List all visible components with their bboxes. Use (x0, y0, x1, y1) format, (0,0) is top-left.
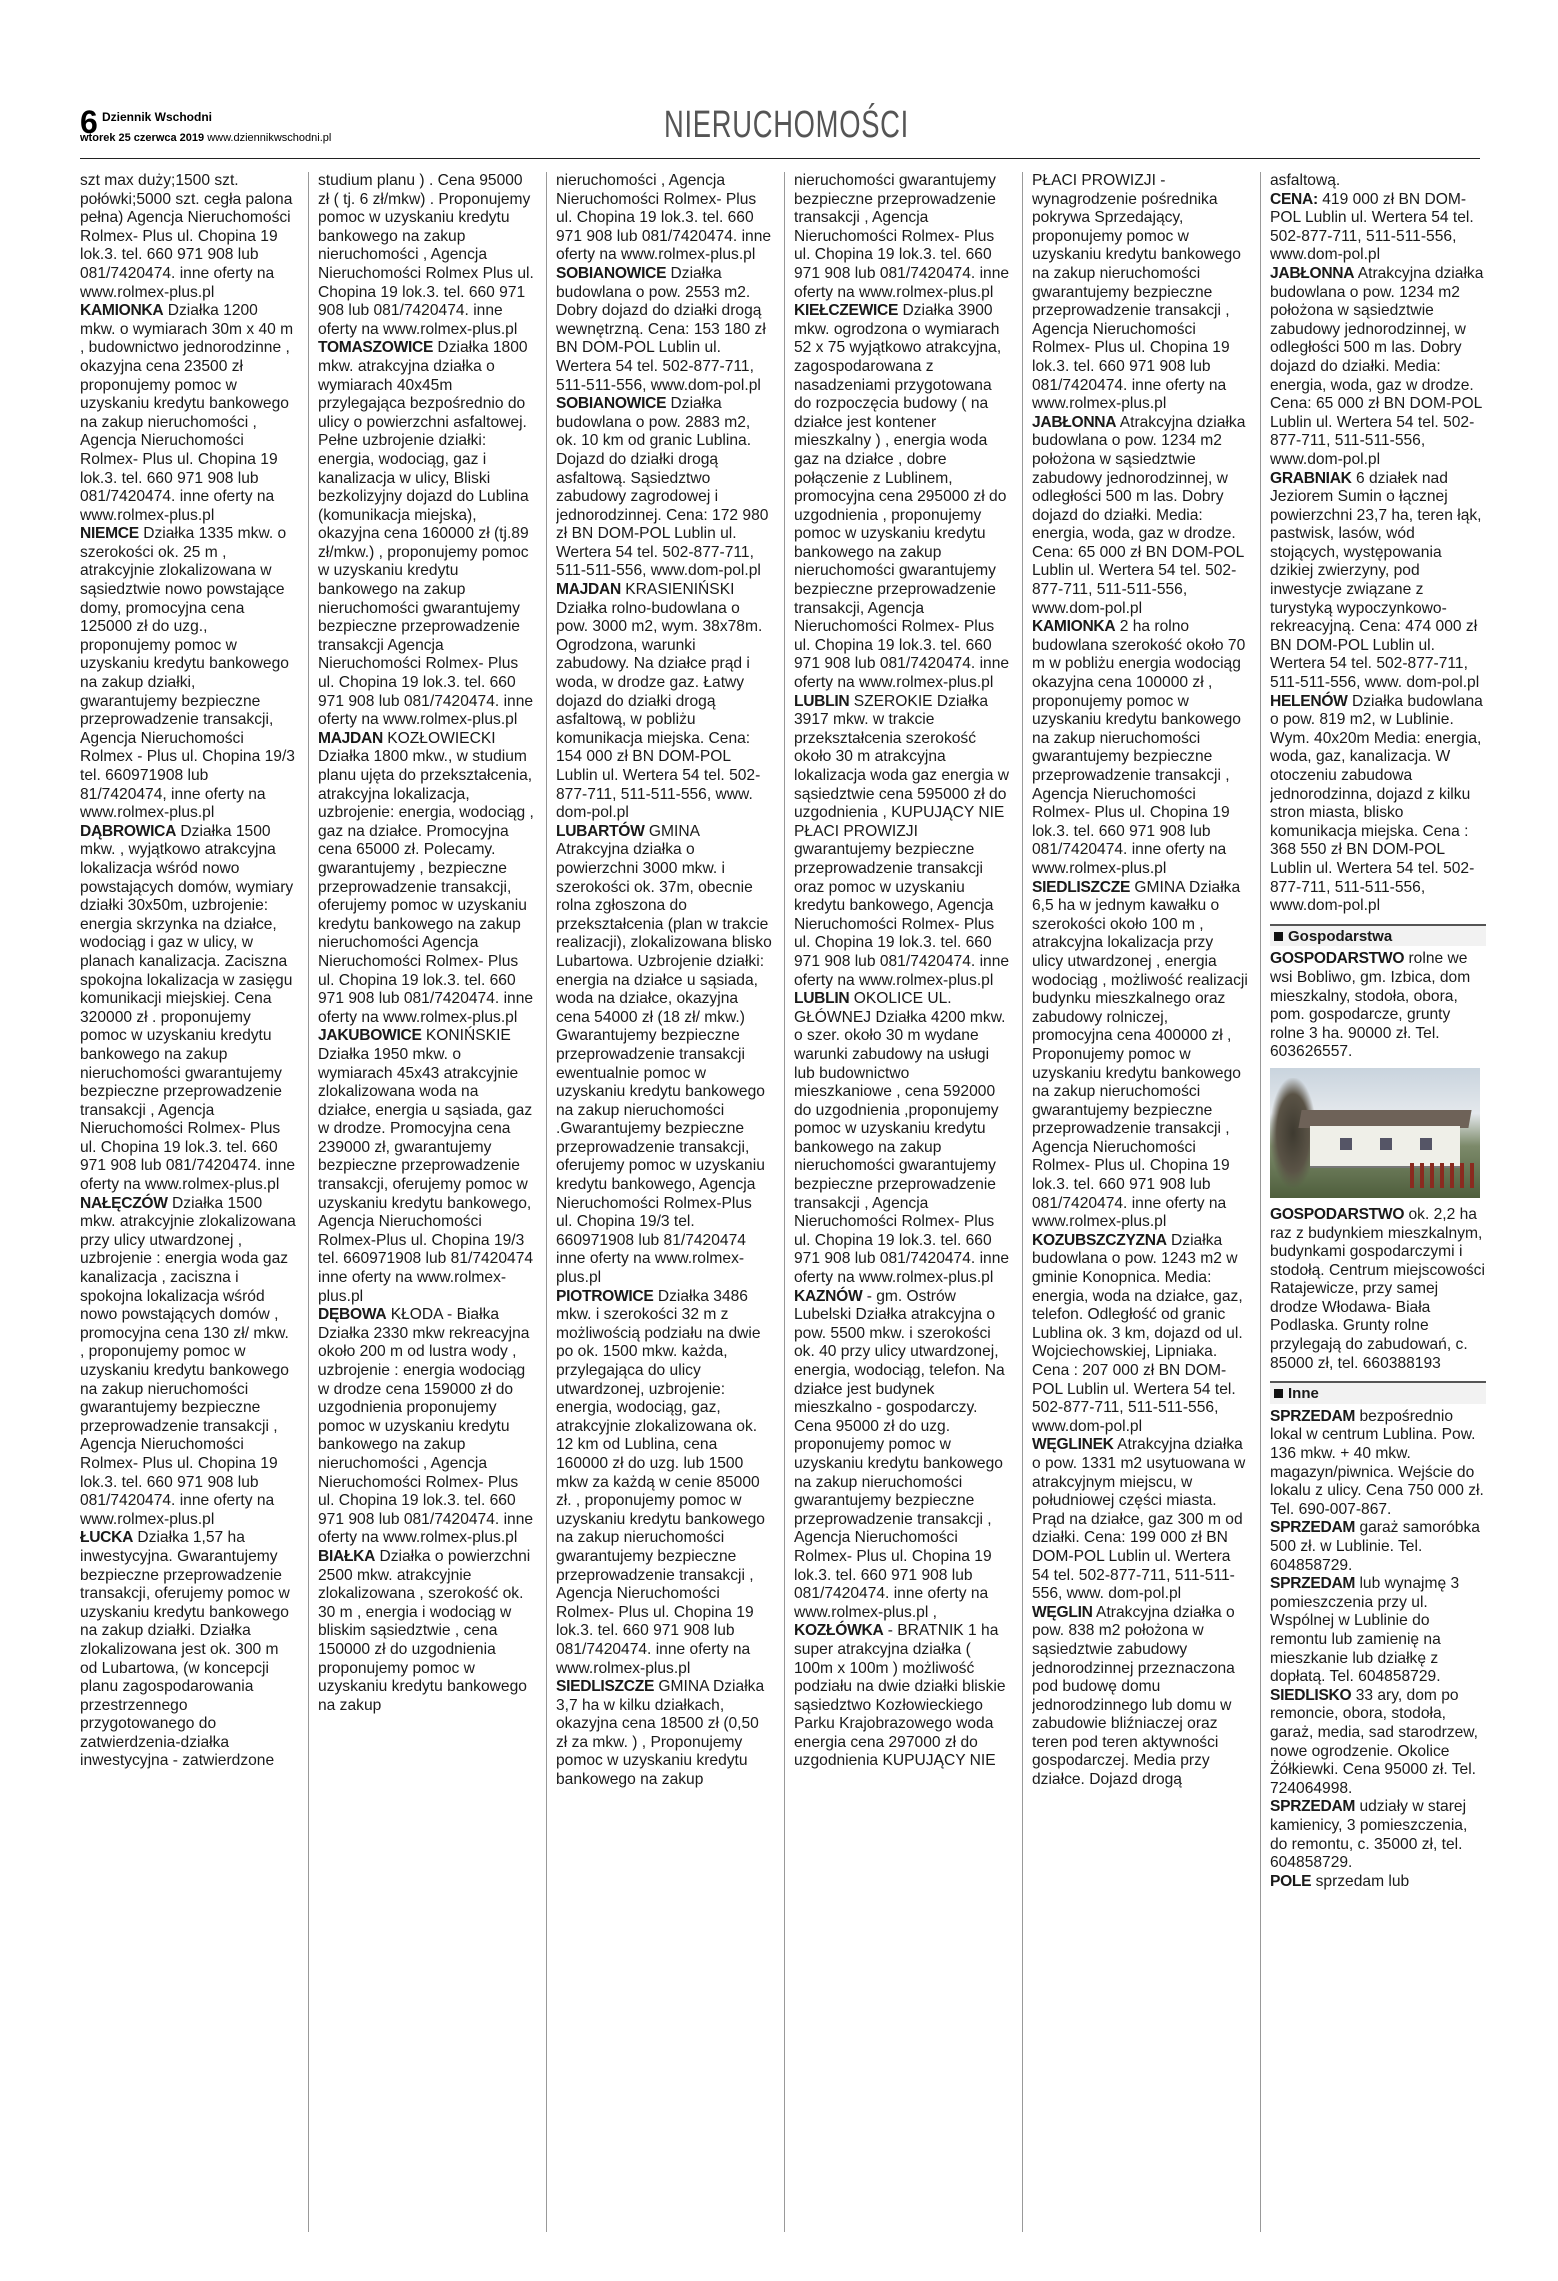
ad-headline: NAŁĘCZÓW (80, 1194, 168, 1212)
ad-body: GMINA Atrakcyjna działka o powierzchni 3000 mkw. i szerokości ok. 37m, obecnie rolna zgłoszona do przekształcenia (plan w trakcie realizacji), zlokalizowana blisko Lubartowa. Uzbrojenie działki: energia na działce u sąsiada, woda na działce, okazyjna cena 54000 zł (18 zł/ mkw.) Gwarantujemy bezpieczne przeprowadzenie transakcji ewentualnie pomoc w uzyskaniu kredytu bankowego na zakup nieruchomości .Gwarantujemy bezpieczne przeprowadzenie transakcji, oferujemy pomoc w uzyskaniu kredytu bankowego, Agencja Nieruchomości Rolmex-Plus ul. Chopina 19/3 tel. 660971908 lub 81/7420474 inne oferty na www.rolmex-plus.pl (556, 822, 772, 1287)
classified-ad (1032, 618, 1248, 878)
classified-ad (80, 172, 296, 302)
ad-headline: SOBIANOWICE (556, 395, 667, 413)
column-6 (1270, 172, 1486, 2232)
classified-ad (80, 1529, 296, 1771)
column-2 (318, 172, 534, 2232)
ad-headline: SIEDLISZCZE (1032, 878, 1131, 896)
section-header-farms: Gospodarstwa (1270, 924, 1486, 947)
ad-headline: DĄBROWICA (80, 822, 177, 840)
column-divider (1022, 172, 1023, 2232)
classified-columns (80, 172, 1485, 2232)
classified-ad (556, 395, 772, 581)
ad-body: Działka 1800 mkw. atrakcyjna działka o wymiarach 40x45m przylegająca bezpośrednio do ulicy o powierzchni asfaltowej. Pełne uzbrojenie działki: energia, wodociąg, gaz i kanalizacja w ulicy, Bliski bezkolizyjny dojazd do Lublina (komunikacja miejska), okazyjna cena 160000 zł (tj.89 zł/mkw.) , proponujemy pomoc w uzyskaniu kredytu bankowego na zakup nieruchomości gwarantujemy bezpieczne przeprowadzenie transakcji Agencja Nieruchomości Rolmex- Plus ul. Chopina 19 lok.3. tel. 660 971 908 lub 081/7420474. inne oferty na www.rolmex-plus.pl (318, 339, 534, 729)
classified-ad (1270, 1408, 1486, 1520)
ad-body: Działka 1,57 ha inwestycyjna. Gwarantujemy bezpieczne przeprowadzenie transakcji, oferujemy pomoc w uzyskaniu kredytu bankowego na zakup działki. Działka zlokalizowana jest ok. 300 m od Lubartowa, (w koncepcji planu zagospodarowania przestrzennego przygotowanego do zatwierdzenia-działka inwestycyjna - zatwierdzone (80, 1529, 290, 1770)
classified-ad (794, 1288, 1010, 1623)
classified-ad (80, 302, 296, 525)
ad-body: udziały w starej kamienicy, 3 pomieszczenia, do remontu, c. 35000 zł, tel. 604858729. (1270, 1798, 1468, 1872)
classified-ad (1270, 172, 1486, 191)
classified-ad (318, 1027, 534, 1306)
ad-headline: KAMIONKA (1032, 618, 1116, 636)
ad-body: Działka budowlana o pow. 2883 m2, ok. 10 km od granic Lublina. Dojazd do działki drogą asfaltową. Sąsiedztwo zabudowy zagrodowej i jednorodzinnej. Cena: 172 980 zł BN DOM-POL Lublin ul. Wertera 54 tel. 502-877-711, 511-511-556, www.dom-pol.pl (556, 395, 769, 580)
classified-ad (794, 990, 1010, 1288)
ad-headline: SPRZEDAM (1270, 1798, 1356, 1816)
ad-headline: PIOTROWICE (556, 1287, 654, 1305)
ad-headline: HELENÓW (1270, 692, 1348, 710)
ad-headline: LUBLIN (794, 692, 850, 710)
classified-ad (1270, 1206, 1486, 1373)
ad-body: - BRATNIK 1 ha super atrakcyjna działka ( 100m x 100m ) możliwość podziału na dwie działki bliskie sąsiedztwo Kozłowieckiego Parku Krajobrazowego woda energia cena 297000 zł do uzgodnienia KUPUJĄCY NIE (794, 1622, 1006, 1770)
column-divider (784, 172, 785, 2232)
ad-headline: KOZŁÓWKA (794, 1622, 884, 1640)
classified-ad (318, 730, 534, 1028)
section-title: NIERUCHOMOŚCI (664, 104, 909, 146)
column-divider (1260, 172, 1261, 2232)
ad-headline: SPRZEDAM (1270, 1575, 1356, 1593)
classified-ad (556, 823, 772, 1288)
ad-headline: WĘGLIN (1032, 1603, 1093, 1621)
classified-ad (794, 1622, 1010, 1771)
classified-ad (1270, 950, 1486, 1062)
classified-ad (1270, 265, 1486, 470)
classified-ad (1270, 1798, 1486, 1872)
ad-body: Działka 1500 mkw. , wyjątkowo atrakcyjna lokalizacja wśród nowo powstających domów, wymiary działki 30x50m, uzbrojenie: energia skrzynka na działce, wodociąg i gaz w ulicy, w planach kanalizacja. Zaciszna spokojna lokalizacja w zasięgu komunikacji miejskiej. Cena 320000 zł . proponujemy pomoc w uzyskaniu kredytu bankowego na zakup nieruchomości gwarantujemy bezpieczne przeprowadzenie transakcji , Agencja Nieruchomości Rolmex- Plus ul. Chopina 19 lok.3. tel. 660 971 908 lub 081/7420474. inne oferty na www.rolmex-plus.pl (80, 822, 296, 1194)
ad-headline: GOSPODARSTWO (1270, 1205, 1405, 1223)
column-5 (1032, 172, 1248, 2232)
ad-body: OKOLICE UL. GŁÓWNEJ Działka 4200 mkw. o szer. około 30 m wydane warunki zabudowy na usługi lub budownictwo mieszkaniowe , cena 592000 do uzgodnienia ,proponujemy pomoc w uzyskaniu kredytu bankowego na zakup nieruchomości gwarantujemy bezpieczne przeprowadzenie transakcji , Agencja Nieruchomości Rolmex- Plus ul. Chopina 19 lok.3. tel. 660 971 908 lub 081/7420474. inne oferty na www.rolmex-plus.pl (794, 990, 1010, 1287)
ad-body: sprzedam lub (1311, 1872, 1410, 1890)
classified-ad (318, 339, 534, 729)
ad-body: Działka 3900 mkw. ogrodzona o wymiarach 52 x 75 wyjątkowo atrakcyjna, zagospodarowana z nasadzeniami przygotowana do rozpoczęcia budowy ( na działce jest kontener mieszkalny ) , energia woda gaz na działce , dobre połączenie z Lublinem, promocyjna cena 295000 zł do uzgodnienia , proponujemy pomoc w uzyskaniu kredytu bankowego na zakup nieruchomości gwarantujemy bezpieczne przeprowadzenie transakcji, Agencja Nieruchomości Rolmex- Plus ul. Chopina 19 lok.3. tel. 660 971 908 lub 081/7420474. inne oferty na www.rolmex-plus.pl (794, 302, 1010, 692)
classified-ad (1032, 1232, 1248, 1437)
classified-ad (1032, 1436, 1248, 1603)
ad-body: Działka budowlana o pow. 2553 m2. Dobry dojazd do działki drogą wewnętrzną. Cena: 153 180 zł BN DOM-POL Lublin ul. Wertera 54 tel. 502-877-711, 511-511-556, www.dom-pol.pl (556, 264, 766, 394)
classified-ad (80, 823, 296, 1195)
ad-body: studium planu ) . Cena 95000 zł ( tj. 6 zł/mkw) . Proponujemy pomoc w uzyskaniu kredytu bankowego na zakup nieruchomości , Agencja Nieruchomości Rolmex Plus ul. Chopina 19 lok.3. tel. 660 971 908 lub 081/7420474. inne oferty na www.rolmex-plus.pl (318, 172, 534, 338)
ad-headline: MAJDAN (556, 581, 621, 599)
classified-ad (1270, 470, 1486, 693)
ad-body: KŁODA - Białka Działka 2330 mkw rekreacyjna około 200 m od lustra wody , uzbrojenie : energia wodociąg w drodze cena 159000 zł do uzgodnienia proponujemy pomoc w uzyskaniu kredytu bankowego na zakup nieruchomości , Agencja Nieruchomości Rolmex- Plus ul. Chopina 19 lok.3. tel. 660 971 908 lub 081/7420474. inne oferty na www.rolmex-plus.pl (318, 1306, 534, 1547)
ad-body: nieruchomości gwarantujemy bezpieczne przeprowadzenie transakcji , Agencja Nieruchomości Rolmex- Plus ul. Chopina 19 lok.3. tel. 660 971 908 lub 081/7420474. inne oferty na www.rolmex-plus.pl (794, 172, 1010, 301)
page-number: 6 (80, 104, 98, 140)
ad-headline: JABŁONNA (1032, 413, 1117, 431)
ad-body: ok. 2,2 ha raz z budynkiem mieszkalnym, budynkami gospodarczymi i stodołą. Centrum miejscowości Ratajewicze, przy samej drodze Włodawa- Biała Podlaska. Grunty rolne przylegają do zabudowań, c. 85000 zł, tel. 660388193 (1270, 1205, 1485, 1372)
classified-ad (1032, 1604, 1248, 1790)
column-4 (794, 172, 1010, 2232)
farm-house-photo (1270, 1068, 1480, 1198)
classified-ad (1270, 693, 1486, 916)
ad-body: - gm. Ostrów Lubelski Działka atrakcyjna o pow. 5500 mkw. i szerokości ok. 40 przy ulicy utwardzonej, energia, wodociąg, telefon. Na działce jest budynek mieszkalno - gospodarczy. Cena 95000 zł do uzg. proponujemy pomoc w uzyskaniu kredytu bankowego na zakup nieruchomości gwarantujemy bezpieczne przeprowadzenie transakcji , Agencja Nieruchomości Rolmex- Plus ul. Chopina 19 lok.3. tel. 660 971 908 lub 081/7420474. inne oferty na www.rolmex-plus.pl , (794, 1287, 1005, 1621)
column-1 (80, 172, 296, 2232)
classified-ad (1270, 1519, 1486, 1575)
ad-body: Atrakcyjna działka budowlana o pow. 1234 m2 położona w sąsiedztwie zabudowy jednorodzinnej, w odległości 500 m las. Dobry dojazd do działki. Media: energia, woda, gaz w drodze. Cena: 65 000 zł BN DOM-POL Lublin ul. Wertera 54 tel. 502-877-711, 511-511-556, www.dom-pol.pl (1032, 413, 1246, 617)
ad-body: Działka budowlana o pow. 1243 m2 w gminie Konopnica. Media: energia, woda na działce, gaz, telefon. Odległość od granic Lublina ok. 3 km, dojazd od ul. Wojciechowskiej, Lipniaka. Cena : 207 000 zł BN DOM-POL Lublin ul. Wertera 54 tel. 502-877-711, 511-511-556, www.dom-pol.pl (1032, 1231, 1243, 1435)
ad-headline: SOBIANOWICE (556, 264, 667, 282)
classified-ad (80, 525, 296, 823)
ad-headline: JABŁONNA (1270, 264, 1355, 282)
classified-ad (1270, 1873, 1486, 1892)
section-header-other: Inne (1270, 1381, 1486, 1404)
ad-headline: CENA: (1270, 190, 1318, 208)
ad-body: 419 000 zł BN DOM-POL Lublin ul. Wertera 54 tel. 502-877-711, 511-511-556, www.dom-pol.pl (1270, 190, 1474, 264)
classified-ad (80, 1195, 296, 1530)
ad-body: KONIŃSKIE Działka 1950 mkw. o wymiarach 45x43 atrakcyjnie zlokalizowana woda na działce, energia u sąsiada, gaz w drodze. Promocyjna cena 239000 zł, gwarantujemy bezpieczne przeprowadzenie transakcji, oferujemy pomoc w uzyskaniu kredytu bankowego, Agencja Nieruchomości Rolmex-Plus ul. Chopina 19/3 tel. 660971908 lub 81/7420474 inne oferty na www.rolmex-plus.pl (318, 1027, 534, 1305)
column-divider (546, 172, 547, 2232)
ad-headline: MAJDAN (318, 729, 383, 747)
ad-body: 33 ary, dom po remoncie, obora, stodoła, garaż, media, sad starodrzew, nowe ogrodzenie. Okolice Żółkiewki. Cena 95000 zł. Tel. 724064998. (1270, 1686, 1479, 1797)
website-link[interactable]: www.dziennikwschodni.pl (207, 132, 332, 144)
column-3 (556, 172, 772, 2232)
ad-headline: LUBARTÓW (556, 822, 645, 840)
ad-body: Atrakcyjna działka o pow. 1331 m2 usytuowana w atrakcyjnym miejscu, w południowej części miasta. Prąd na działce, gaz 300 m od działki. Cena: 199 000 zł BN DOM-POL Lublin ul. Wertera 54 tel. 502-877-711, 511-511-556, www. dom-pol.pl (1032, 1436, 1246, 1603)
classified-ad (556, 1678, 772, 1790)
ad-headline: SPRZEDAM (1270, 1519, 1356, 1537)
classified-ad (556, 172, 772, 265)
classified-ad (318, 1306, 534, 1548)
ad-body: nieruchomości , Agencja Nieruchomości Rolmex- Plus ul. Chopina 19 lok.3. tel. 660 971 908 lub 081/7420474. inne oferty na www.rolmex-plus.pl (556, 172, 772, 264)
ad-body: Działka o powierzchni 2500 mkw. atrakcyjnie zlokalizowana , szerokość ok. 30 m , energia i wodociąg w bliskim sąsiedztwie , cena 150000 zł do uzgodnienia proponujemy pomoc w uzyskaniu kredytu bankowego na zakup (318, 1547, 531, 1714)
ad-body: Atrakcyjna działka o pow. 838 m2 położona w sąsiedztwie zabudowy jednorodzinnej przeznaczona pod budowę domu jednorodzinnego lub domu w zabudowie bliźniaczej oraz teren pod teren aktywności gospodarczej. Media przy działce. Dojazd drogą (1032, 1603, 1235, 1789)
ad-headline: SIEDLISKO (1270, 1686, 1352, 1704)
header-divider (80, 158, 1480, 159)
page-header (80, 100, 1480, 160)
ad-headline: LUBLIN (794, 990, 850, 1008)
ad-body: garaż samoróbka 500 zł. w Lublinie. Tel. 604858729. (1270, 1519, 1480, 1574)
classified-ad (318, 172, 534, 339)
classified-ad (1032, 172, 1248, 414)
ad-body: Działka 1335 mkw. o szerokości ok. 25 m , atrakcyjnie zlokalizowana w sąsiedztwie nowo powstające domy, promocyjna cena 125000 zł do uzg., proponujemy pomoc w uzyskaniu kredytu bankowego na zakup działki, gwarantujemy bezpieczne przeprowadzenie transakcji, Agencja Nieruchomości Rolmex - Plus ul. Chopina 19/3 tel. 660971908 lub 81/7420474, inne oferty na www.rolmex-plus.pl (80, 525, 295, 822)
ad-headline: ŁUCKA (80, 1529, 134, 1547)
ad-body: GMINA Działka 6,5 ha w jednym kawałku o szerokości około 100 m , atrakcyjna lokalizacja przy ulicy utwardzonej , energia wodociąg , możliwość realizacji budynku mieszkalnego oraz zabudowy rolniczej, promocyjna cena 400000 zł , Proponujemy pomoc w uzyskaniu kredytu bankowego na zakup nieruchomości gwarantujemy bezpieczne przeprowadzenie transakcji , Agencja Nieruchomości Rolmex- Plus ul. Chopina 19 lok.3. tel. 660 971 908 lub 081/7420474. inne oferty na www.rolmex-plus.pl (1032, 878, 1248, 1231)
classified-ad (1032, 414, 1248, 619)
classified-ad (1270, 1575, 1486, 1687)
paper-name: Dziennik Wschodni (102, 110, 213, 124)
ad-headline: KAZNÓW (794, 1287, 863, 1305)
classified-ad (556, 1288, 772, 1678)
ad-body: KOZŁOWIECKI Działka 1800 mkw., w studium planu ujęta do przekształcenia, atrakcyjna lokalizacja, uzbrojenie: energia, wodociąg , gaz na działce. Promocyjna cena 65000 zł. Polecamy. gwarantujemy , bezpieczne przeprowadzenie transakcji, oferujemy pomoc w uzyskaniu kredytu bankowego na zakup nieruchomości Agencja Nieruchomości Rolmex- Plus ul. Chopina 19 lok.3. tel. 660 971 908 lub 081/7420474. inne oferty na www.rolmex-plus.pl (318, 729, 534, 1026)
ad-body: Działka 1200 mkw. o wymiarach 30m x 40 m , budownictwo jednorodzinne , okazyjna cena 23500 zł proponujemy pomoc w uzyskaniu kredytu bankowego na zakup nieruchomości , Agencja Nieruchomości Rolmex- Plus ul. Chopina 19 lok.3. tel. 660 971 908 lub 081/7420474. inne oferty na www.rolmex-plus.pl (80, 302, 294, 524)
classified-ad (1032, 879, 1248, 1232)
ad-headline: DĘBOWA (318, 1306, 387, 1324)
ad-headline: BIAŁKA (318, 1547, 376, 1565)
ad-body: lub wynajmę 3 pomieszczenia przy ul. Wspólnej w Lublinie do remontu lub zamienię na mieszkanie lub działkę z dopłatą. Tel. 604858729. (1270, 1575, 1460, 1686)
ad-body: PŁACI PROWIZJI -wynagrodzenie pośrednika pokrywa Sprzedający, proponujemy pomoc w uzyskaniu kredytu bankowego na zakup nieruchomości gwarantujemy bezpieczne przeprowadzenie transakcji , Agencja Nieruchomości Rolmex- Plus ul. Chopina 19 lok.3. tel. 660 971 908 lub 081/7420474. inne oferty na www.rolmex-plus.pl (1032, 172, 1241, 413)
issue-line (80, 132, 331, 144)
ad-body: Działka 3486 mkw. i szerokości 32 m z możliwością podziału na dwie po ok. 1500 mkw. każda, przylegająca do ulicy utwardzonej, uzbrojenie: energia, wodociąg, gaz, atrakcyjnie zlokalizowana ok. 12 km od Lublina, cena 160000 zł do uzg. lub 1500 mkw za każdą w cenie 85000 zł. , proponujemy pomoc w uzyskaniu kredytu bankowego na zakup nieruchomości gwarantujemy bezpieczne przeprowadzenie transakcji , Agencja Nieruchomości Rolmex- Plus ul. Chopina 19 lok.3. tel. 660 971 908 lub 081/7420474. inne oferty na www.rolmex-plus.pl (556, 1287, 765, 1677)
ad-headline: GRABNIAK (1270, 469, 1352, 487)
classified-ad (556, 581, 772, 823)
ad-headline: WĘGLINEK (1032, 1436, 1114, 1454)
classified-ad (556, 265, 772, 395)
classified-ad (1270, 191, 1486, 265)
ad-headline: NIEMCE (80, 525, 139, 543)
ad-body: Działka budowlana o pow. 819 m2, w Lublinie. Wym. 40x20m Media: energia, woda, gaz, kanalizacja. W otoczeniu zabudowa jednorodzinna, dojazd z kilku stron miasta, blisko komunikacja miejska. Cena : 368 550 zł BN DOM-POL Lublin ul. Wertera 54 tel. 502-877-711, 511-511-556, www.dom-pol.pl (1270, 692, 1483, 915)
classified-ad (318, 1548, 534, 1715)
classified-ad (794, 302, 1010, 692)
ad-headline: KAMIONKA (80, 302, 164, 320)
ad-body: GMINA Działka 3,7 ha w kilku działkach, okazyjna cena 18500 zł (0,50 zł za mkw. ) , Proponujemy pomoc w uzyskaniu kredytu bankowego na zakup (556, 1678, 765, 1789)
ad-body: rolne we wsi Bobliwo, gm. Izbica, dom mieszkalny, stodoła, obora, pom. gospodarcze, grunty rolne 3 ha. 90000 zł. Tel. 603626557. (1270, 950, 1471, 1061)
ad-body: SZEROKIE Działka 3917 mkw. w trakcie przekształcenia szerokość około 30 m atrakcyjna lokalizacja woda gaz energia w sąsiedztwie cena 595000 zł do uzgodnienia , KUPUJĄCY NIE PŁACI PROWIZJI gwarantujemy bezpieczne przeprowadzenie transakcji oraz pomoc w uzyskaniu kredytu bankowego, Agencja Nieruchomości Rolmex- Plus ul. Chopina 19 lok.3. tel. 660 971 908 lub 081/7420474. inne oferty na www.rolmex-plus.pl (794, 692, 1010, 989)
ad-headline: KIEŁCZEWICE (794, 302, 899, 320)
classified-ad (1270, 1687, 1486, 1799)
ad-headline: TOMASZOWICE (318, 339, 434, 357)
ad-body: szt max duży;1500 szt. połówki;5000 szt. cegła palona pełna) Agencja Nieruchomości Rolmex- Plus ul. Chopina 19 lok.3. tel. 660 971 908 lub 081/7420474. inne oferty na www.rolmex-plus.pl (80, 172, 293, 301)
ad-headline: SIEDLISZCZE (556, 1678, 655, 1696)
ad-body: Atrakcyjna działka budowlana o pow. 1234 m2 położona w sąsiedztwie zabudowy jednorodzinnej, w odległości 500 m las. Dobry dojazd do działki. Media: energia, woda, gaz w drodze. Cena: 65 000 zł BN DOM-POL Lublin ul. Wertera 54 tel. 502-877-711, 511-511-556, www.dom-pol.pl (1270, 264, 1484, 468)
ad-headline: GOSPODARSTWO (1270, 950, 1405, 968)
ad-headline: SPRZEDAM (1270, 1407, 1356, 1425)
classified-ad (794, 693, 1010, 991)
ad-body: 6 działek nad Jeziorem Sumin o łącznej powierzchni 23,7 ha, teren łąk, pastwisk, lasów, wód stojących, występowania dzikiej zwierzyny, pod inwestycje związane z turystyką wypoczynkowo-rekreacyjną. Cena: 474 000 zł BN DOM-POL Lublin ul. Wertera 54 tel. 502-877-711, 511-511-556, www. dom-pol.pl (1270, 469, 1482, 692)
issue-date: wtorek 25 czerwca 2019 (80, 132, 205, 144)
column-divider (308, 172, 309, 2232)
ad-body: KRASIENIŃSKI Działka rolno-budowlana o pow. 3000 m2, wym. 38x78m. Ogrodzona, warunki zabudowy. Na działce prąd i woda, w drodze gaz. Łatwy dojazd do działki drogą asfaltową, w pobliżu komunikacja miejska. Cena: 154 000 zł BN DOM-POL Lublin ul. Wertera 54 tel. 502-877-711, 511-511-556, www. dom-pol.pl (556, 581, 763, 822)
ad-body: Działka 1500 mkw. atrakcyjnie zlokalizowana przy ulicy utwardzonej , uzbrojenie : energia woda gaz kanalizacja , zaciszna i spokojna lokalizacja wśród nowo powstających domów , promocyjna cena 130 zł/ mkw. , proponujemy pomoc w uzyskaniu kredytu bankowego na zakup nieruchomości gwarantujemy bezpieczne przeprowadzenie transakcji , Agencja Nieruchomości Rolmex- Plus ul. Chopina 19 lok.3. tel. 660 971 908 lub 081/7420474. inne oferty na www.rolmex-plus.pl (80, 1194, 296, 1528)
ad-headline: KOZUBSZCZYZNA (1032, 1231, 1167, 1249)
ad-body: asfaltową. (1270, 172, 1341, 189)
ad-body: bezpośrednio lokal w centrum Lublina. Pow. 136 mkw. + 40 mkw. magazyn/piwnica. Wejście do lokalu z ulicy. Cena 750 000 zł. Tel. 690-007-867. (1270, 1407, 1484, 1518)
ad-headline: JAKUBOWICE (318, 1027, 422, 1045)
classified-ad (794, 172, 1010, 302)
ad-headline: POLE (1270, 1872, 1312, 1890)
ad-body: 2 ha rolno budowlana szerokość około 70 m w pobliżu energia wodociąg okazyjna cena 100000 zł , proponujemy pomoc w uzyskaniu kredytu bankowego na zakup nieruchomości gwarantujemy bezpieczne przeprowadzenie transakcji , Agencja Nieruchomości Rolmex- Plus ul. Chopina 19 lok.3. tel. 660 971 908 lub 081/7420474. inne oferty na www.rolmex-plus.pl (1032, 618, 1246, 877)
